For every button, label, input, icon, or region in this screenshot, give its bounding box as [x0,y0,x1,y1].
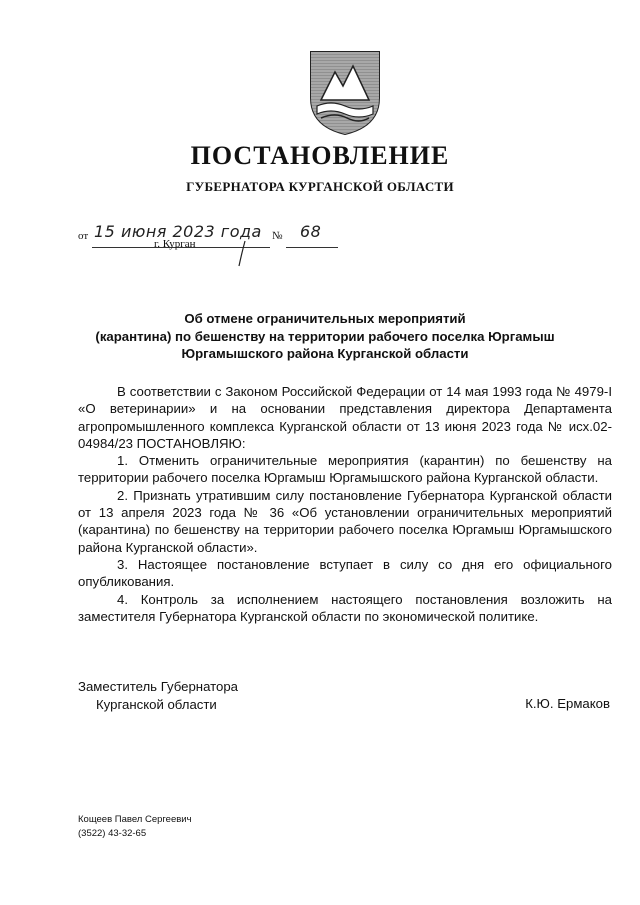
document-subtitle: ГУБЕРНАТОРА КУРГАНСКОЙ ОБЛАСТИ [186,179,454,194]
paragraph-preamble: В соответствии с Законом Российской Федерации от 14 мая 1993 года № 4979-I «О ветеринарии» и на основании представления директора Департамента агропромышленного комплекса Курганской области от 13 июня 2023 года № исх.02-04984/23 ПОСТАНОВЛЯЮ: [78,384,612,451]
handwritten-number: 68 [300,222,322,241]
handwritten-mark [236,240,250,268]
heading-line-1: Об отмене ограничительных мероприятий [184,311,466,326]
date-number-block [78,218,358,268]
city-label: г. Курган [154,238,196,250]
heading-line-2: (карантина) по бешенству на территории рабочего поселка Юргамыш [95,328,555,344]
document-title: ПОСТАНОВЛЕНИЕ [190,141,450,170]
executor-phone: (3522) 43-32-65 [78,828,147,839]
coat-of-arms-icon [307,48,383,136]
signatory-position [78,678,238,713]
date-from-label: от [78,230,89,242]
document-body [78,383,612,625]
signatory-name: К.Ю. Ермаков [525,696,610,711]
heading-line-3: Юргамышского района Курганской области [181,346,469,361]
signatory-position-line-1: Заместитель Губернатора [78,679,239,694]
paragraph-item-3: 3. Настоящее постановление вступает в силу со дня его официального опубликования. [78,556,612,590]
signatory-position-line-2: Курганской области [96,696,217,712]
paragraph-item-2: 2. Признать утратившим силу постановление Губернатора Курганской области от 13 апреля 2023 года № 36 «Об установлении ограничительных мероприятий (карантина) по бешенству на территории рабочего поселка Юргамыш Юргамышского района Курганской области». [78,487,612,555]
number-underline [286,247,338,248]
number-label: № [272,230,283,242]
paragraph-item-1: 1. Отменить ограничительные мероприятия (карантин) по бешенству на территории рабочего поселка Юргамыш Юргамышского района Курганской области. [78,453,612,486]
handwritten-date: 15 июня 2023 года [94,222,262,241]
executor-block [78,813,192,841]
executor-name: Кощеев Павел Сергеевич [78,814,192,825]
document-heading [60,310,590,363]
paragraph-item-4: 4. Контроль за исполнением настоящего постановления возложить на заместителя Губернатора Курганской области по экономической политике. [78,591,612,624]
